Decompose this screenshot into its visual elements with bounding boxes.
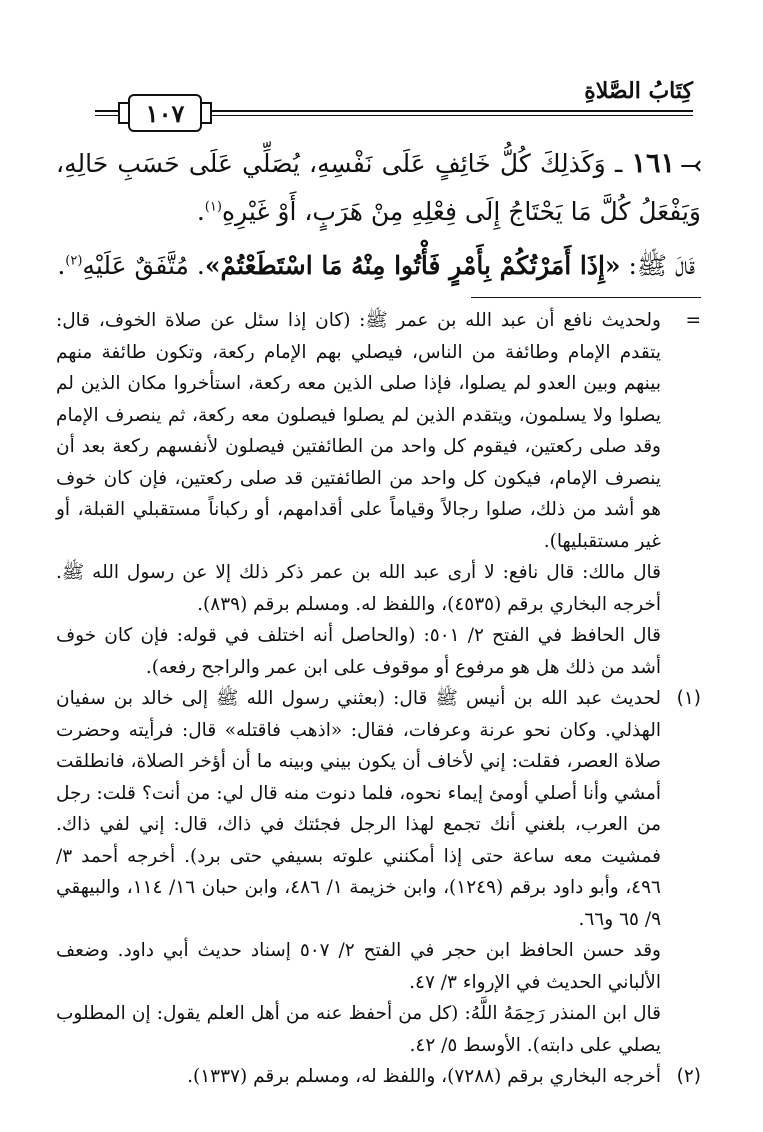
- hadith-marker-icon: ⤙: [680, 149, 701, 178]
- hadith-paragraph: [56, 140, 701, 236]
- prophet-quote: [56, 242, 701, 290]
- quote-end: .: [57, 251, 66, 280]
- footnote-line: وقد حسن الحافظ ابن حجر في الفتح ٢/ ٥٠٧ إسناد حديث أبي داود. وضعف الألباني الحديث في الإرواء ٣/ ٤٧.: [56, 940, 661, 993]
- footnote-ref-1[interactable]: (١): [204, 199, 222, 215]
- hadith-text: ـ وَكَذلِكَ كُلُّ خَائِفٍ عَلَى نَفْسِهِ، يُصَلِّي عَلَى حَسَبِ حَالِهِ، وَيَفْعَلُ كُلَّ مَا يَحْتَاجُ إِلَى فِعْلِهِ مِنْ هَرَبٍ، أَوْ غَيْرِهِ: [56, 149, 701, 226]
- page-number: ١٠٧: [128, 94, 202, 132]
- quote-prefix: قَالَ ﷺ:: [620, 251, 695, 280]
- footnote-1: [56, 683, 701, 1061]
- hadith-number: ١٦١: [631, 148, 675, 179]
- footnote-line: أخرجه البخاري برقم (٧٢٨٨)، واللفظ له، ومسلم برقم (١٣٣٧).: [187, 1066, 661, 1087]
- hadith-text-end: .: [196, 197, 205, 226]
- footnote-mark: (١): [676, 688, 701, 709]
- footnote-ref-2[interactable]: (٢): [65, 253, 83, 269]
- quote-suffix: . مُتَّفَقٌ عَلَيْهِ: [82, 251, 205, 280]
- footnote-line: قال الحافظ في الفتح ٢/ ٥٠١: (والحاصل أنه اختلف في قوله: فإن كان خوف أشد من ذلك هل هو مرفوع أو موقوف على ابن عمر والراجح رفعه).: [56, 625, 661, 678]
- footnote-mark: (٢): [676, 1066, 701, 1087]
- chapter-title: كِتَابُ الصَّلاةِ: [584, 78, 693, 104]
- footnote-line: لحديث عبد الله بن أنيس ﷺ قال: (بعثني رسول الله ﷺ إلى خالد بن سفيان الهذلي. وكان نحو عرنة وعرفات، فقال: «اذهب فاقتله» قال: فرأيته وحضرت صلاة العصر، فقلت: إني لأخاف أن يكون بيني وبينه ما أن أؤخر الصلاة، فانطلقت أمشي وأنا أصلي أومئ إيماء نحوه، فلما دنوت منه قال لي: من أنت؟ قلت: رجل من العرب، بلغني أنك تجمع لهذا الرجل فجئتك في ذاك، قال: إني لفي ذاك. فمشيت معه ساعة حتى إذا أمكنني علوته بسيفي حتى برد). أخرجه أحمد ٣/ ٤٩٦، وأبو داود برقم (١٢٤٩)، وابن خزيمة ١/ ٤٨٦، وابن حبان ١٦/ ١١٤، والبيهقي ٩/ ٦٥ و٦٦.: [56, 688, 661, 930]
- footnote-line: ولحديث نافع أن عبد الله بن عمر ﷺ: (كان إذا سئل عن صلاة الخوف، قال: يتقدم الإمام وطائفة من الناس، فيصلي بهم الإمام ركعة، وتكون طائفة منهم بينهم وبين العدو لم يصلوا، فإذا صلى الذين معه ركعة، استأخروا مكان الذين لم يصلوا ولا يسلمون، ويتقدم الذين لم يصلوا فيصلون معه ركعة، ثم ينصرف الإمام وقد صلى ركعتين، فيقوم كل واحد من الطائفتين فيصلون لأنفسهم ركعة بعد أن ينصرف الإمام، فيكون كل واحد من الطائفتين قد صلى ركعتين، فإن كان خوف هو أشد من ذلك، صلوا رجالاً وقياماً على أقدامهم، أو ركباناً مستقبلي القبلة، أو غير مستقبليها).: [56, 310, 661, 552]
- main-text: [56, 140, 701, 290]
- footnote-line: قال ابن المنذر رَحِمَهُ اللَّهُ: (كل من أحفظ عنه من أهل العلم يقول: إن المطلوب يصلي على دابته). الأوسط ٥/ ٤٢.: [56, 1003, 661, 1056]
- footnote-mark: =: [685, 310, 701, 331]
- footnotes: [56, 305, 701, 1093]
- footnote-separator: [471, 297, 701, 298]
- quote-text: «إِذَا أَمَرْتُكُمْ بِأَمْرٍ فَأْتُوا مِنْهُ مَا اسْتَطَعْتُمْ»: [204, 251, 621, 280]
- footnote-continued: [56, 305, 701, 683]
- footnote-line: قال مالك: قال نافع: لا أرى عبد الله بن عمر ذكر ذلك إلا عن رسول الله ﷺ. أخرجه البخاري برقم (٤٥٣٥)، واللفظ له. ومسلم برقم (٨٣٩).: [56, 562, 661, 615]
- footnote-2: [56, 1061, 701, 1093]
